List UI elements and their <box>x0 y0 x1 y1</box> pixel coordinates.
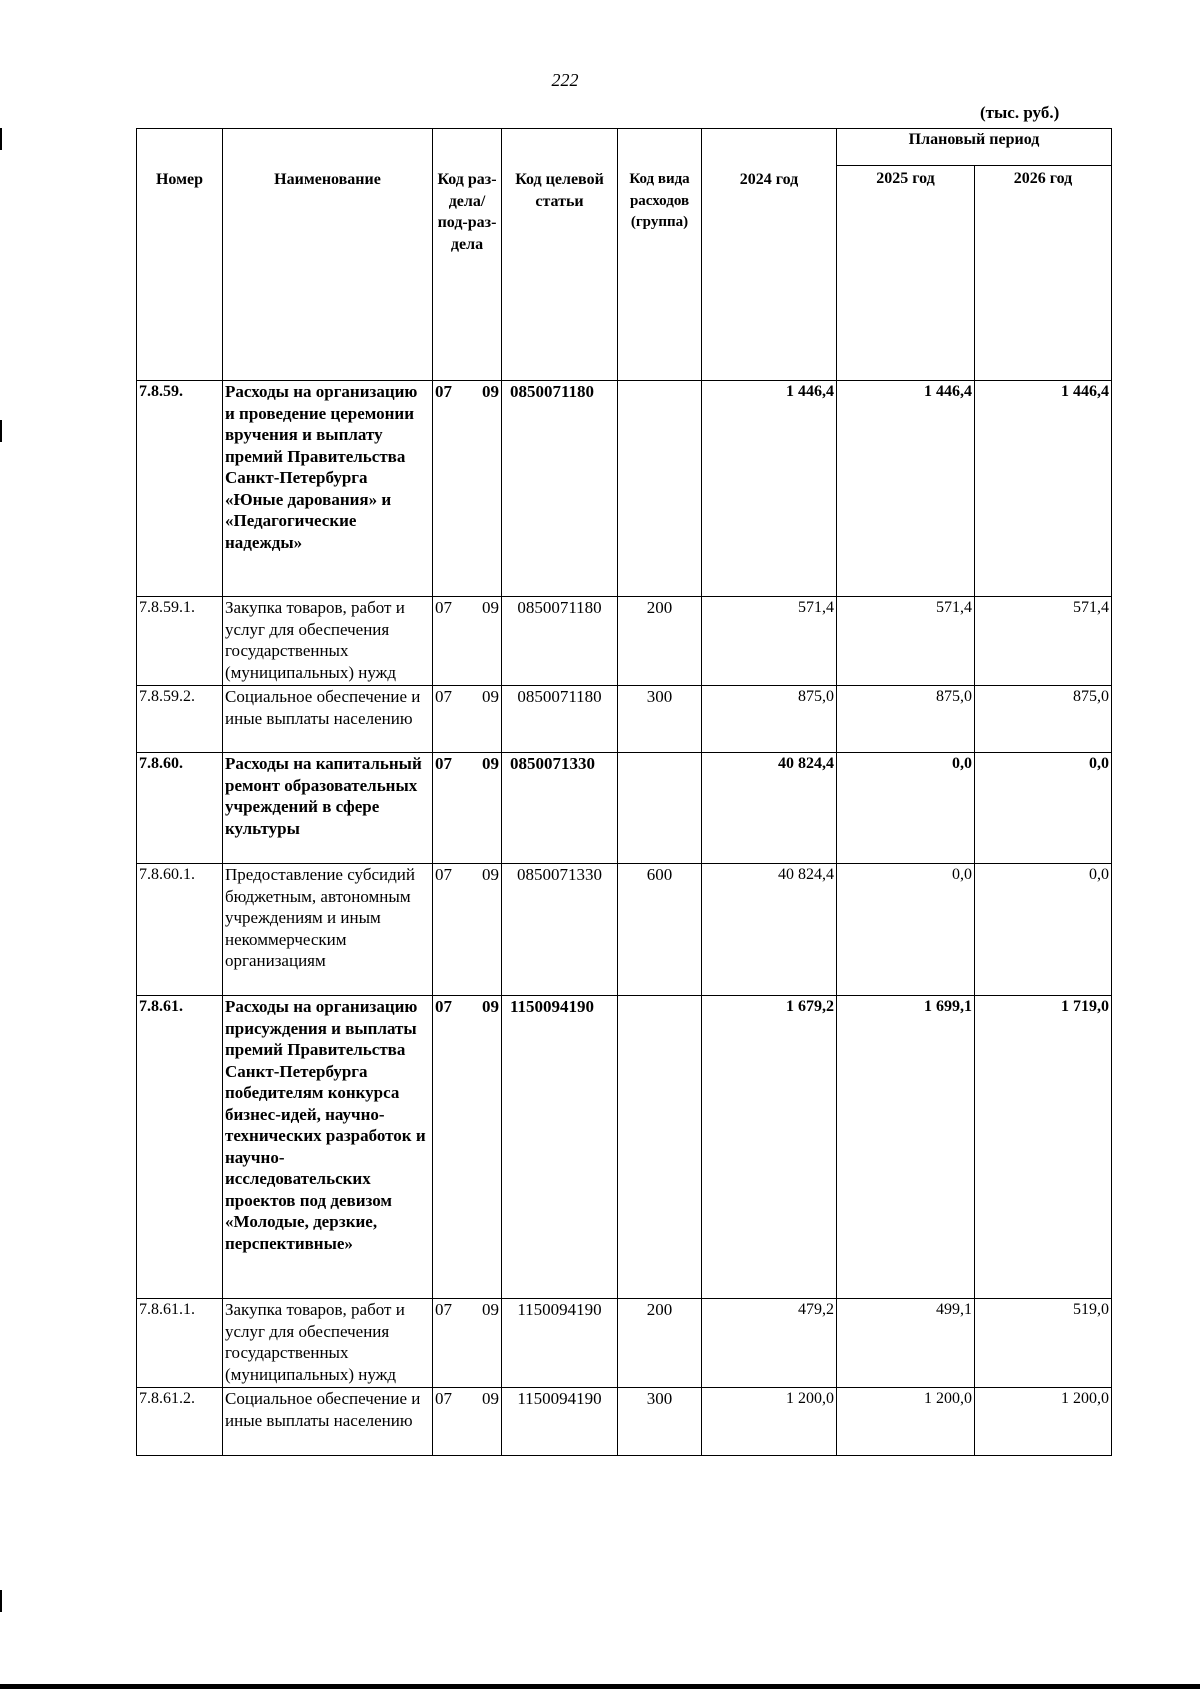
row-pr: 09 <box>482 997 499 1016</box>
scan-bottom-border <box>0 1684 1200 1689</box>
row-2025: 875,0 <box>837 686 975 753</box>
header-kod-razdela: Код раз-дела/ под-раз-дела <box>433 129 502 381</box>
row-pr: 09 <box>482 382 499 401</box>
table-row <box>137 686 1112 753</box>
row-2026: 1 200,0 <box>975 1388 1112 1456</box>
row-2026: 875,0 <box>975 686 1112 753</box>
row-vr <box>618 753 702 864</box>
row-pr: 09 <box>482 598 499 617</box>
row-nomer: 7.8.61.1. <box>137 1299 223 1388</box>
row-vr <box>618 996 702 1299</box>
row-2024: 1 200,0 <box>702 1388 837 1456</box>
header-kod-vida: Код вида расходов (группа) <box>618 129 702 381</box>
row-2024: 479,2 <box>702 1299 837 1388</box>
row-2025: 499,1 <box>837 1299 975 1388</box>
scan-margin-mark <box>0 128 2 150</box>
row-2026: 519,0 <box>975 1299 1112 1388</box>
row-razdel <box>433 686 502 753</box>
row-razdel <box>433 753 502 864</box>
row-rz: 07 <box>435 382 452 401</box>
row-vr: 300 <box>618 1388 702 1456</box>
row-rz: 07 <box>435 997 452 1016</box>
row-2025: 1 699,1 <box>837 996 975 1299</box>
row-name: Расходы на организацию и проведение церемонии вручения и выплату премий Правительства Санкт-Петербурга «Юные дарования» и «Педагогические надежды» <box>223 381 433 597</box>
page-number: 222 <box>551 70 579 90</box>
header-kod-celevoy: Код целевой статьи <box>502 129 618 381</box>
row-name: Расходы на организацию присуждения и выплаты премий Правительства Санкт-Петербурга победителям конкурса бизнес-идей, научно-технических разработок и научно-исследовательских проектов под девизом «Молодые, дерзкие, перспективные» <box>223 996 433 1299</box>
header-2025: 2025 год <box>837 166 975 201</box>
row-razdel <box>433 1388 502 1456</box>
table-row <box>137 996 1112 1299</box>
row-vr: 300 <box>618 686 702 753</box>
row-2025: 1 200,0 <box>837 1388 975 1456</box>
row-pr: 09 <box>482 1389 499 1408</box>
row-razdel <box>433 597 502 686</box>
row-rz: 07 <box>435 1389 452 1408</box>
table-row <box>137 1388 1112 1456</box>
row-nomer: 7.8.61. <box>137 996 223 1299</box>
row-vr <box>618 381 702 597</box>
row-cs: 1150094190 <box>502 1388 618 1456</box>
row-2026: 571,4 <box>975 597 1112 686</box>
row-name: Предоставление субсидий бюджетным, автономным учреждениям и иным некоммерческим организациям <box>223 864 433 996</box>
row-vr: 600 <box>618 864 702 996</box>
row-2026: 0,0 <box>975 864 1112 996</box>
row-cs: 0850071330 <box>502 753 618 864</box>
row-2026: 1 719,0 <box>975 996 1112 1299</box>
row-pr: 09 <box>482 1300 499 1319</box>
row-rz: 07 <box>435 687 452 706</box>
table-row <box>137 753 1112 864</box>
header-2025-space <box>837 200 975 381</box>
row-razdel <box>433 996 502 1299</box>
header-naimenovanie: Наименование <box>223 129 433 381</box>
row-2024: 40 824,4 <box>702 753 837 864</box>
row-nomer: 7.8.60. <box>137 753 223 864</box>
row-name: Закупка товаров, работ и услуг для обеспечения государственных (муниципальных) нужд <box>223 597 433 686</box>
row-cs: 1150094190 <box>502 996 618 1299</box>
row-name: Социальное обеспечение и иные выплаты населению <box>223 1388 433 1456</box>
row-name: Закупка товаров, работ и услуг для обеспечения государственных (муниципальных) нужд <box>223 1299 433 1388</box>
row-rz: 07 <box>435 1300 452 1319</box>
header-2026-space <box>975 200 1112 381</box>
row-rz: 07 <box>435 865 452 884</box>
scan-margin-mark <box>0 1590 2 1612</box>
row-rz: 07 <box>435 598 452 617</box>
row-pr: 09 <box>482 865 499 884</box>
row-pr: 09 <box>482 754 499 773</box>
budget-table <box>136 128 1112 1456</box>
row-2025: 1 446,4 <box>837 381 975 597</box>
row-2024: 571,4 <box>702 597 837 686</box>
table-row <box>137 597 1112 686</box>
row-2025: 0,0 <box>837 753 975 864</box>
row-cs: 0850071180 <box>502 381 618 597</box>
row-cs: 1150094190 <box>502 1299 618 1388</box>
row-2024: 40 824,4 <box>702 864 837 996</box>
table-row <box>137 864 1112 996</box>
row-cs: 0850071180 <box>502 597 618 686</box>
table-row <box>137 381 1112 597</box>
row-2026: 1 446,4 <box>975 381 1112 597</box>
units-label: (тыс. руб.) <box>980 103 1060 122</box>
row-vr: 200 <box>618 597 702 686</box>
row-2024: 875,0 <box>702 686 837 753</box>
row-nomer: 7.8.59. <box>137 381 223 597</box>
header-2024: 2024 год <box>702 129 837 381</box>
row-razdel <box>433 381 502 597</box>
row-nomer: 7.8.61.2. <box>137 1388 223 1456</box>
row-nomer: 7.8.59.1. <box>137 597 223 686</box>
header-2026: 2026 год <box>975 166 1112 201</box>
row-pr: 09 <box>482 687 499 706</box>
row-2025: 0,0 <box>837 864 975 996</box>
row-name: Расходы на капитальный ремонт образовательных учреждений в сфере культуры <box>223 753 433 864</box>
row-name: Социальное обеспечение и иные выплаты населению <box>223 686 433 753</box>
row-vr: 200 <box>618 1299 702 1388</box>
row-2026: 0,0 <box>975 753 1112 864</box>
row-rz: 07 <box>435 754 452 773</box>
header-nomer: Номер <box>137 129 223 381</box>
scan-margin-mark <box>0 420 2 442</box>
row-razdel <box>433 1299 502 1388</box>
row-nomer: 7.8.59.2. <box>137 686 223 753</box>
row-cs: 0850071330 <box>502 864 618 996</box>
row-cs: 0850071180 <box>502 686 618 753</box>
header-planovy-period: Плановый период <box>837 129 1112 166</box>
row-nomer: 7.8.60.1. <box>137 864 223 996</box>
row-2025: 571,4 <box>837 597 975 686</box>
row-2024: 1 446,4 <box>702 381 837 597</box>
table-row <box>137 1299 1112 1388</box>
row-razdel <box>433 864 502 996</box>
row-2024: 1 679,2 <box>702 996 837 1299</box>
